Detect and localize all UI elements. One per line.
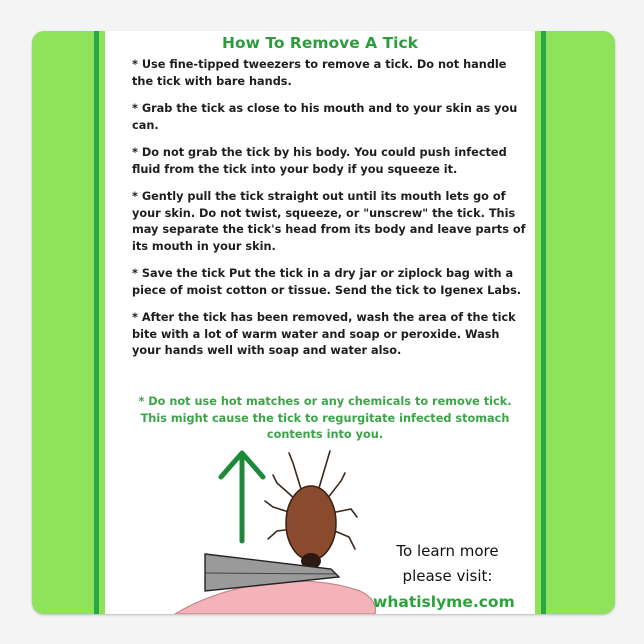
learn-more-line1: To learn more bbox=[396, 542, 499, 560]
steps-list bbox=[132, 57, 528, 371]
instruction-panel bbox=[105, 31, 535, 614]
step-item: * Grab the tick as close to his mouth and to your skin as you can. bbox=[132, 102, 518, 132]
learn-more-line2: please visit: bbox=[402, 567, 493, 585]
learn-more-text bbox=[365, 539, 530, 589]
up-arrow-icon bbox=[221, 453, 263, 541]
step-item: * After the tick has been removed, wash the area of the tick bite with a lot of warm water and soap or peroxide. Wash your hands well with soap and water also. bbox=[132, 311, 516, 357]
page-title: How To Remove A Tick bbox=[222, 34, 418, 52]
right-border-stripe bbox=[541, 31, 546, 614]
warning-note: * Do not use hot matches or any chemicals to remove tick. This might cause the tick to regurgitate infected stomach contents into you. bbox=[138, 395, 512, 441]
step-item: * Gently pull the tick straight out until its mouth lets go of your skin. Do not twist, squeeze, or "unscrew" the tick. This may separate the tick's head from its body and leave parts of its mouth in your skin. bbox=[132, 190, 526, 253]
step-item: * Do not grab the tick by his body. You could push infected fluid from the tick into your body if you squeeze it. bbox=[132, 146, 507, 176]
step-item: * Save the tick Put the tick in a dry jar or ziplock bag with a piece of moist cotton or tissue. Send the tick to Igenex Labs. bbox=[132, 267, 522, 297]
website-link[interactable]: whatislyme.com bbox=[373, 593, 515, 611]
step-item: * Use fine-tipped tweezers to remove a tick. Do not handle the tick with bare hands. bbox=[132, 58, 507, 88]
left-border-stripe bbox=[94, 31, 99, 614]
tick-drawing bbox=[286, 486, 336, 560]
